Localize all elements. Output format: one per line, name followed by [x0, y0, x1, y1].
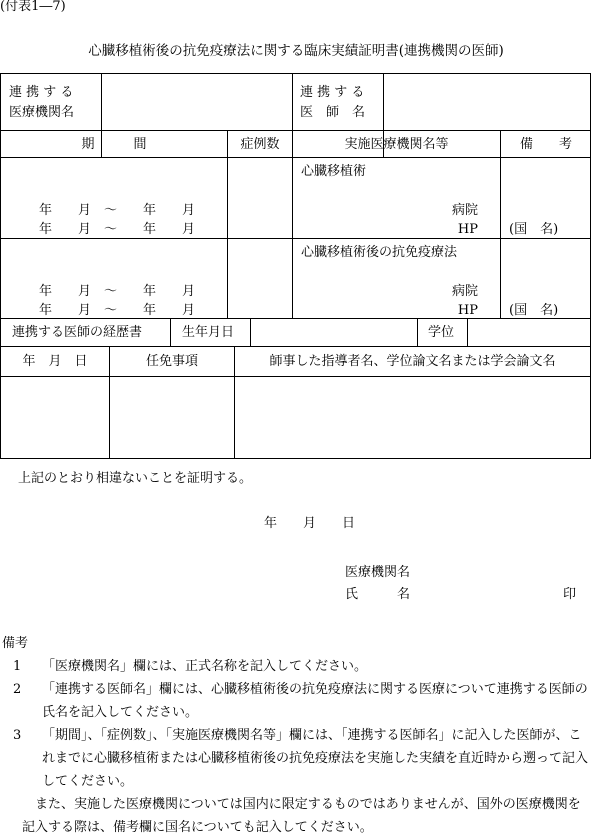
institution-header: 実施医療機関名等	[344, 137, 449, 152]
note-number: 2	[13, 682, 22, 697]
institution-signature-label: 医療機関名	[345, 565, 411, 580]
row1-hospital-label: 病院	[451, 203, 478, 218]
note-number: 3	[13, 728, 22, 743]
period-header: 期 間	[81, 137, 147, 152]
partner-doctor-field[interactable]	[384, 74, 590, 130]
date-header: 年 月 日	[22, 354, 88, 369]
date-field[interactable]	[1, 377, 109, 457]
note-text: 「医療機関名」欄には、正式名称を記入してください。	[42, 659, 368, 674]
career-label: 連携する医師の経歴書	[12, 325, 143, 340]
cases-row1-field[interactable]	[228, 157, 292, 238]
career-info-row	[0, 319, 591, 347]
partner-doctor-label-2: 医 師 名	[300, 105, 366, 120]
partner-institution-label: 連 携 す る	[9, 85, 74, 100]
note-item	[0, 724, 592, 793]
period-row2-line1[interactable]: 年 月 ～ 年 月	[39, 284, 196, 299]
partner-institution-label-2: 医療機関名	[9, 105, 75, 120]
partner-info-table	[0, 73, 591, 158]
career-history-table	[0, 347, 591, 459]
row1-country-label: (国 名)	[509, 222, 559, 237]
row2-country-label: (国 名)	[509, 303, 559, 318]
mentor-field[interactable]	[235, 377, 590, 457]
appointment-field[interactable]	[110, 377, 234, 457]
appointment-header: 任免事項	[145, 354, 198, 369]
seal-label: 印	[563, 587, 577, 602]
birthdate-field[interactable]	[251, 319, 417, 346]
experience-table	[0, 157, 591, 319]
notes-section	[0, 632, 592, 839]
note-text: 「期間」、「症例数」、「実施医療機関名等」欄には、「連携する医師名」に記入した医師が、これまでに心臓移植術または心臓移植術後の抗免疫療法を実施した実績を直近時から遡って記入してください。	[42, 728, 589, 789]
partner-doctor-label: 連 携 す る	[300, 85, 365, 100]
row1-category: 心臓移植術	[301, 164, 367, 179]
period-row2-line2[interactable]: 年 月 ～ 年 月	[39, 303, 196, 318]
period-row1-line1[interactable]: 年 月 ～ 年 月	[39, 203, 196, 218]
degree-field[interactable]	[468, 319, 590, 346]
name-signature-label: 氏 名	[345, 587, 411, 602]
period-row1-line2[interactable]: 年 月 ～ 年 月	[39, 222, 196, 237]
row2-category: 心臓移植術後の抗免疫療法	[301, 245, 458, 260]
note-text: 「連携する医師名」欄には、心臓移植術後の抗免疫療法に関する医療について連携する医師の氏名を記入してください。	[42, 682, 588, 720]
birthdate-label: 生年月日	[182, 325, 235, 340]
certification-date[interactable]: 年 月 日	[264, 516, 356, 531]
row2-hospital-label: 病院	[451, 284, 478, 299]
notes-heading: 備考	[2, 636, 29, 651]
note-item	[0, 678, 592, 724]
cases-row2-field[interactable]	[228, 239, 292, 318]
document-id: (付表1―7)	[0, 0, 66, 14]
partner-institution-field[interactable]	[102, 74, 291, 130]
document-title: 心臓移植術後の抗免疫療法に関する臨床実績証明書(連携機関の医師)	[88, 43, 504, 59]
degree-label: 学位	[428, 325, 455, 340]
note-number: 1	[13, 659, 22, 674]
note-item	[0, 655, 592, 678]
mentor-header: 師事した指導者名、学位論文名または学会論文名	[269, 354, 556, 369]
note-paragraph: また、実施した医療機関については国内に限定するものではありませんが、国外の医療機関を記入する際は、備考欄に国名についても記入してください。	[22, 797, 581, 835]
certification-statement: 上記のとおり相違ないことを証明する。	[18, 471, 253, 486]
cases-header: 症例数	[240, 137, 280, 152]
row1-hp-label: HP	[457, 222, 478, 237]
row2-hp-label: HP	[457, 303, 478, 318]
remarks-header: 備 考	[519, 137, 572, 152]
